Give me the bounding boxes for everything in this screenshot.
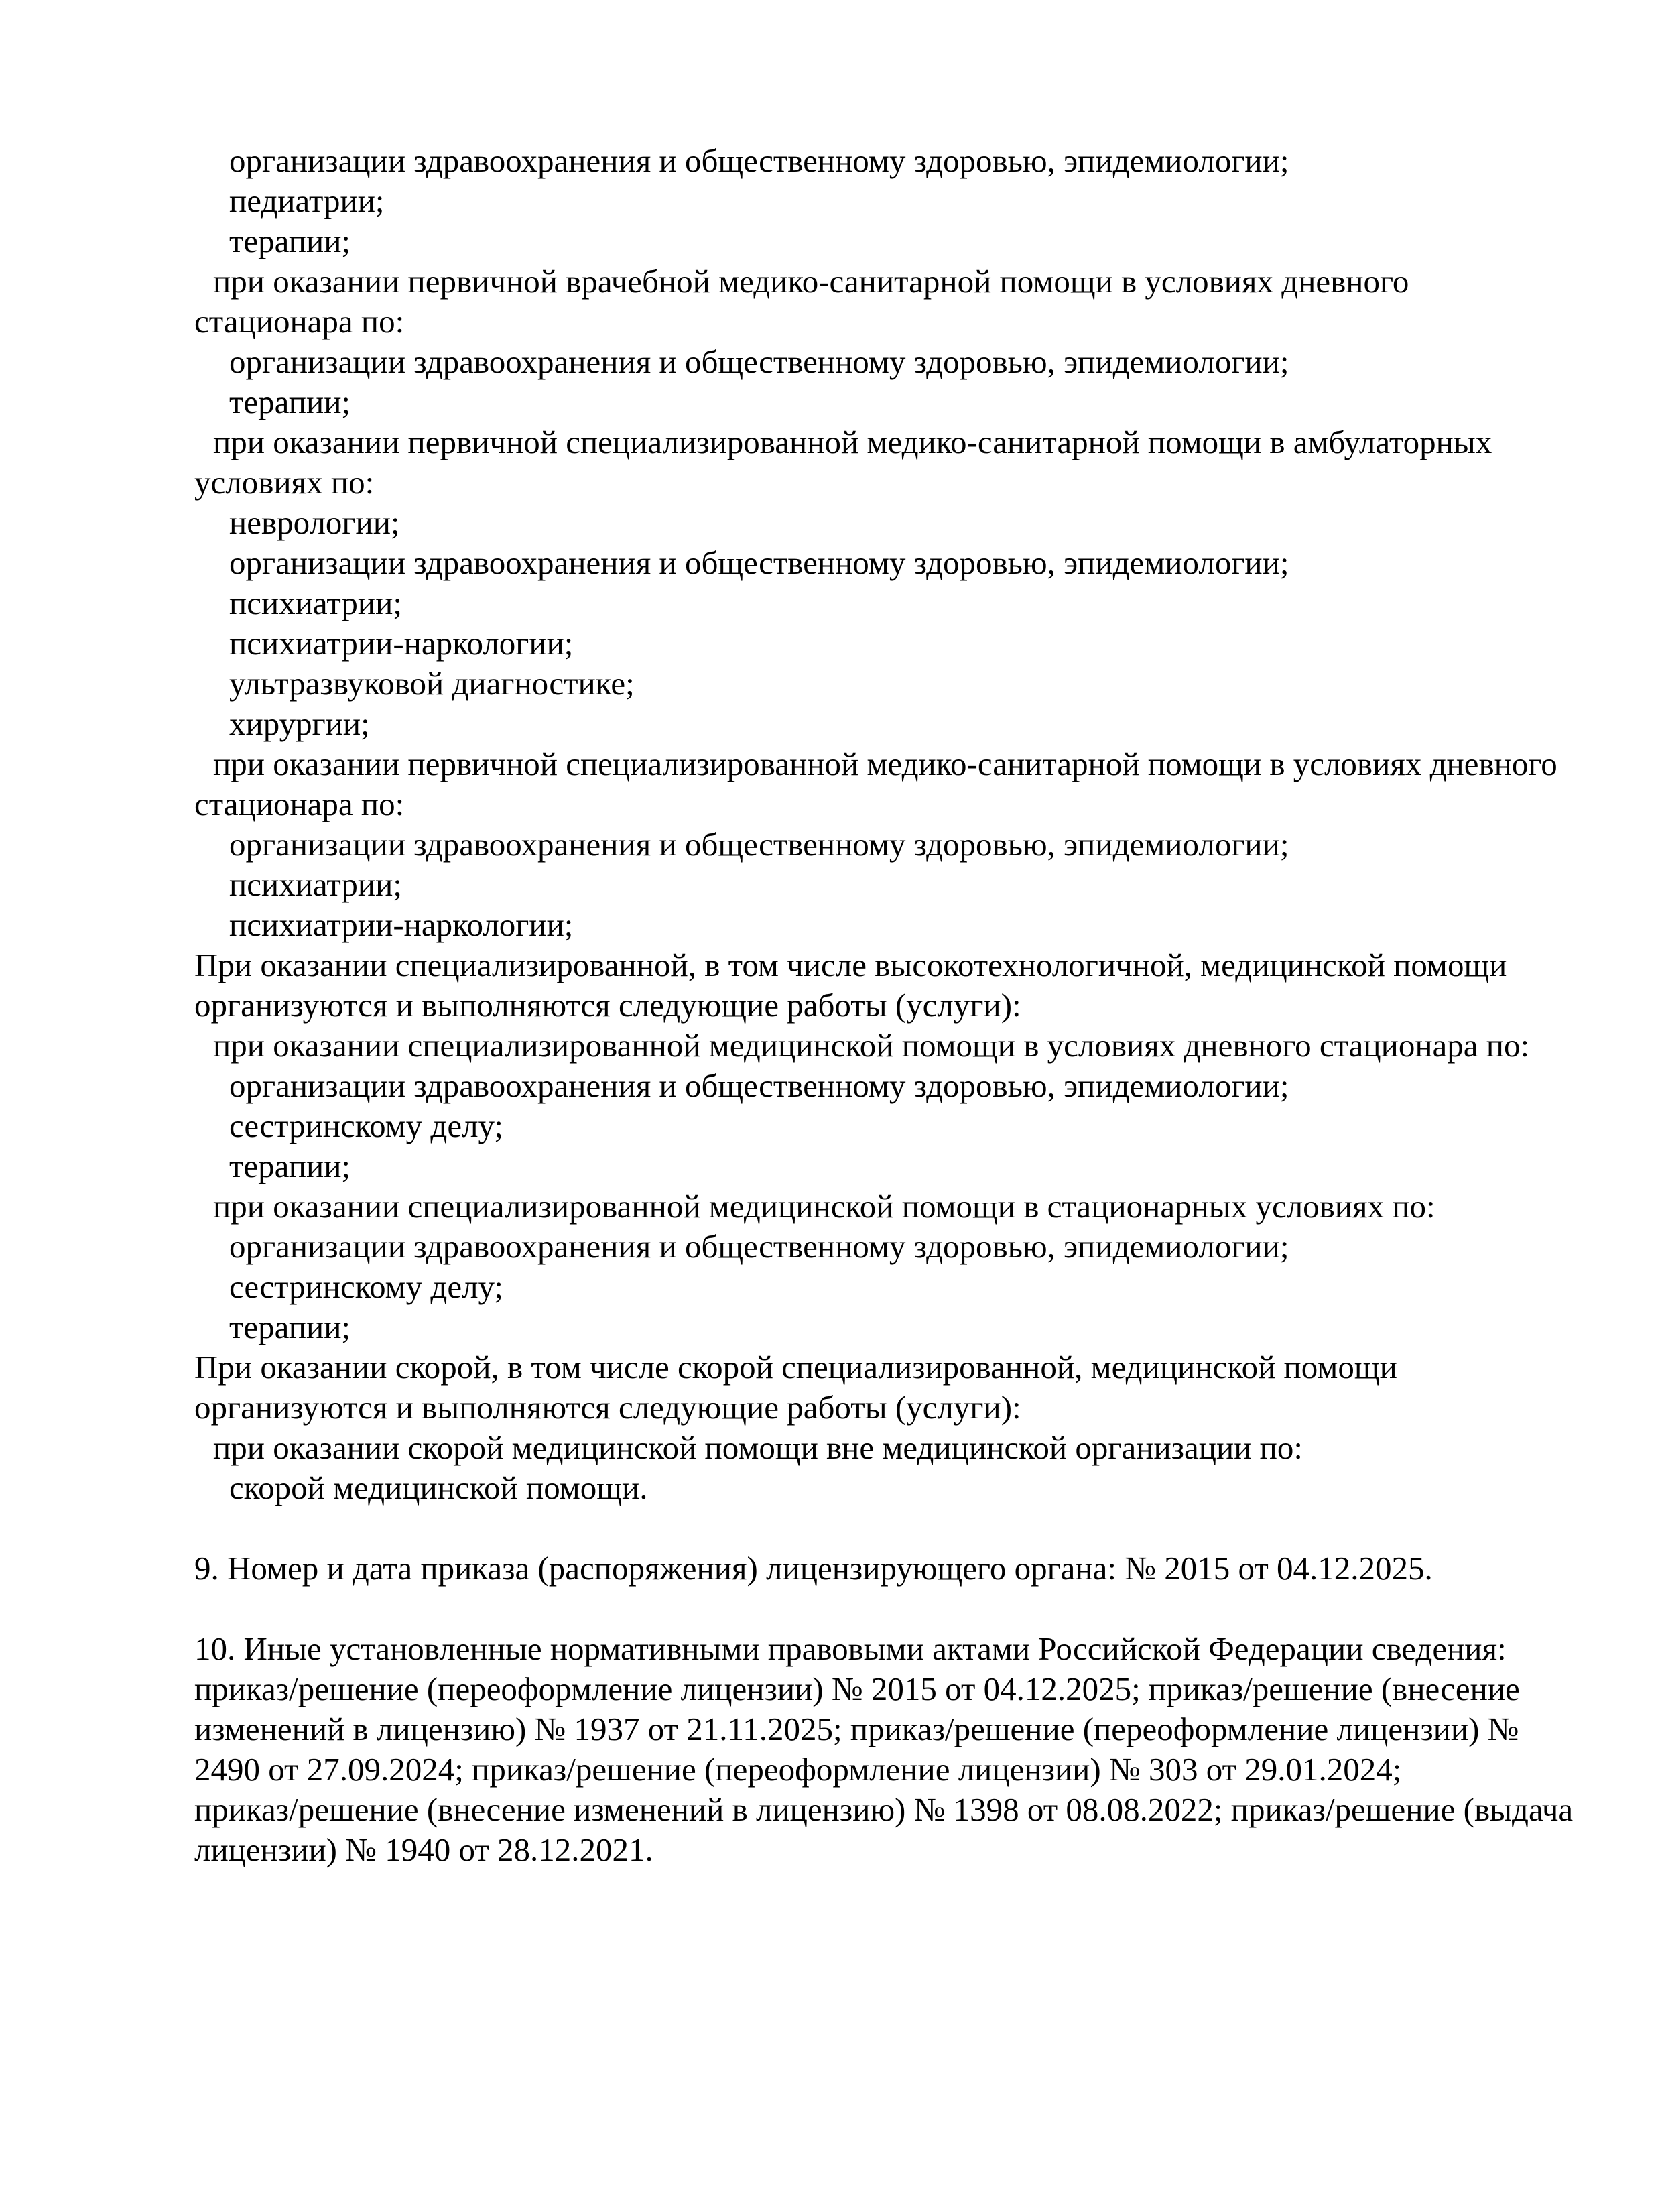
- text-line: неврологии;: [229, 504, 400, 541]
- text-line: организации здравоохранения и общественному здоровью, эпидемиологии;: [229, 1067, 1289, 1104]
- text-line: хирургии;: [229, 705, 370, 742]
- text-line: организуются и выполняются следующие работы (услуги):: [194, 1389, 1021, 1426]
- section-8-works-services-list: [194, 141, 1568, 1508]
- text-line: организуются и выполняются следующие работы (услуги):: [194, 987, 1021, 1024]
- text-line: сестринскому делу;: [229, 1268, 504, 1305]
- text-line: При оказании скорой, в том числе скорой специализированной, медицинской помощи: [194, 1349, 1397, 1386]
- text-line: 2490 от 27.09.2024; приказ/решение (переоформление лицензии) № 303 от 29.01.2024;: [194, 1751, 1402, 1788]
- text-line: условиях по:: [194, 464, 375, 501]
- text-line: психиатрии;: [229, 866, 402, 903]
- text-line: педиатрии;: [229, 182, 385, 219]
- text-line: 10. Иные установленные нормативными правовыми актами Российской Федерации сведения:: [194, 1630, 1507, 1667]
- text-line: терапии;: [229, 1148, 351, 1184]
- text-line: при оказании скорой медицинской помощи вне медицинской организации по:: [213, 1429, 1303, 1466]
- text-line: сестринскому делу;: [229, 1107, 504, 1144]
- text-line: изменений в лицензию) № 1937 от 21.11.2025; приказ/решение (переоформление лицензии) №: [194, 1711, 1519, 1747]
- text-line: терапии;: [229, 1308, 351, 1345]
- item-9-order-number-and-date: [194, 1548, 1568, 1589]
- item-10-other-statutory-information: [194, 1629, 1574, 1870]
- text-line: при оказании первичной специализированной медико-санитарной помощи в условиях дневного: [213, 745, 1557, 782]
- text-line: терапии;: [229, 383, 351, 420]
- text-line: организации здравоохранения и общественному здоровью, эпидемиологии;: [229, 544, 1289, 581]
- text-line: психиатрии-наркологии;: [229, 625, 574, 662]
- text-line: психиатрии-наркологии;: [229, 906, 574, 943]
- text-line: скорой медицинской помощи.: [229, 1469, 648, 1506]
- text-line: организации здравоохранения и общественному здоровью, эпидемиологии;: [229, 826, 1289, 863]
- text-line: приказ/решение (внесение изменений в лицензию) № 1398 от 08.08.2022; приказ/решение (выдача: [194, 1791, 1574, 1828]
- text-line: психиатрии;: [229, 585, 402, 621]
- text-line: при оказании первичной специализированной медико-санитарной помощи в амбулаторных: [213, 424, 1492, 460]
- text-line: лицензии) № 1940 от 28.12.2021.: [194, 1831, 653, 1868]
- text-line: организации здравоохранения и общественному здоровью, эпидемиологии;: [229, 142, 1289, 179]
- text-line: При оказании специализированной, в том числе высокотехнологичной, медицинской помощи: [194, 946, 1507, 983]
- text-line: стационара по:: [194, 786, 405, 822]
- text-line: при оказании специализированной медицинской помощи в условиях дневного стационара по:: [213, 1027, 1530, 1064]
- text-line: организации здравоохранения и общественному здоровью, эпидемиологии;: [229, 343, 1289, 380]
- text-line: терапии;: [229, 223, 351, 259]
- text-line: приказ/решение (переоформление лицензии) № 2015 от 04.12.2025; приказ/решение (внесение: [194, 1670, 1520, 1707]
- text-line: ультразвуковой диагностике;: [229, 665, 635, 702]
- text-line: 9. Номер и дата приказа (распоряжения) лицензирующего органа: № 2015 от 04.12.2025.: [194, 1550, 1433, 1587]
- text-line: при оказании специализированной медицинской помощи в стационарных условиях по:: [213, 1188, 1435, 1225]
- text-line: организации здравоохранения и общественному здоровью, эпидемиологии;: [229, 1228, 1289, 1265]
- text-line: при оказании первичной врачебной медико-санитарной помощи в условиях дневного: [213, 263, 1409, 300]
- text-line: стационара по:: [194, 303, 405, 340]
